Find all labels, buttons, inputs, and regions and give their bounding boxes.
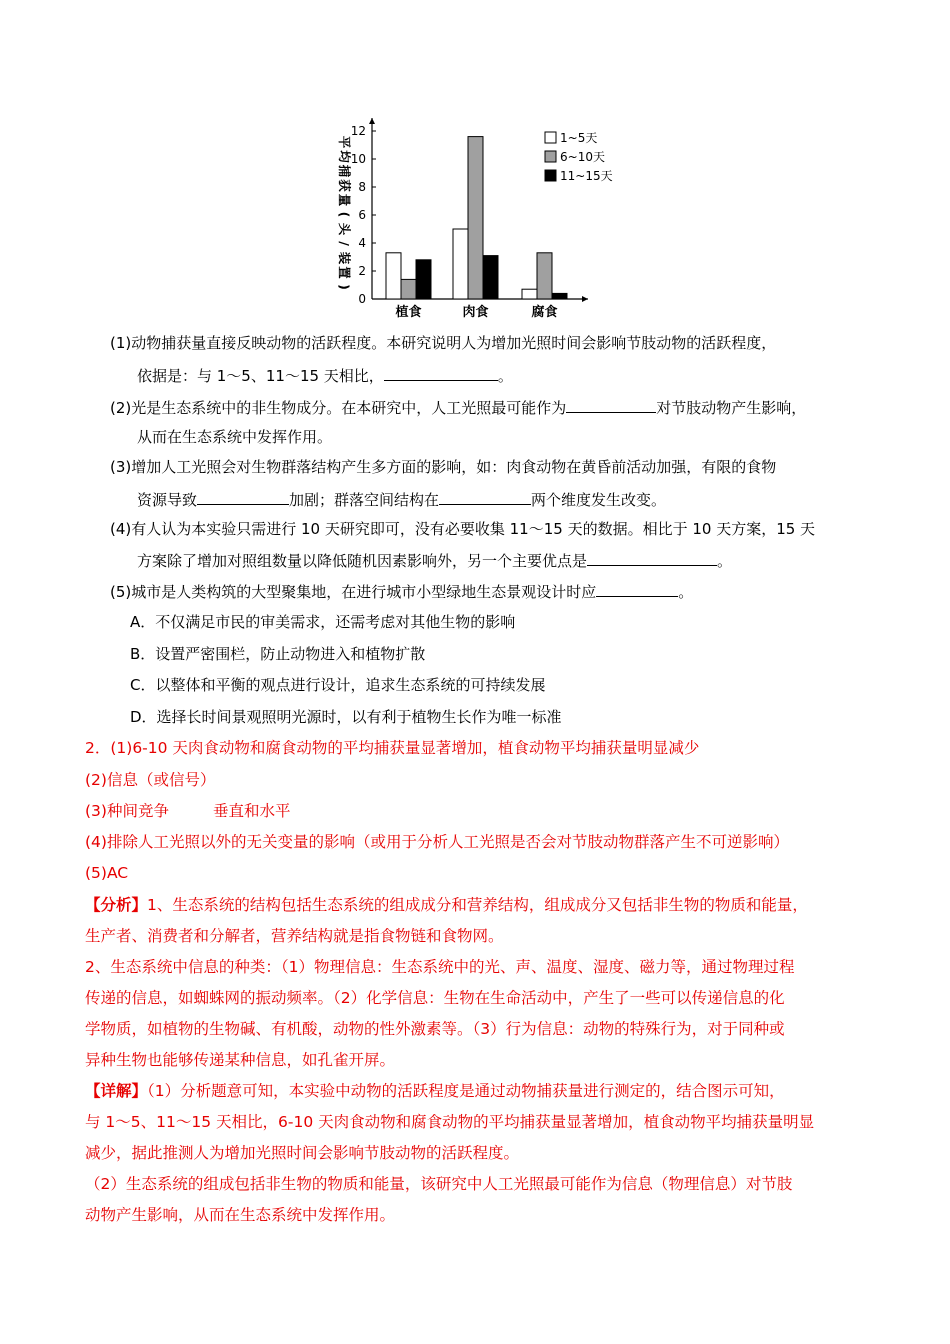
y-axis-label-char: 获: [337, 179, 352, 192]
chart-legend: [545, 131, 613, 183]
detail-text: （1）分析题意可知，本实验中动物的活跃程度是通过动物捕获量进行测定的，结合图示可知，: [147, 1082, 785, 1100]
answer-blank-5[interactable]: [596, 580, 678, 597]
detail-para-1-line-1: [85, 1080, 785, 1102]
answer-blank-3a[interactable]: [197, 488, 289, 505]
detail-tag: 【详解】: [85, 1082, 148, 1100]
chart-bars: [386, 137, 567, 320]
bar: [416, 260, 431, 299]
x-tick-label: 肉食: [462, 305, 489, 320]
y-axis-label-char: /: [337, 241, 352, 246]
question-3-text-b: 加剧；群落空间结构在: [289, 491, 440, 509]
option-c: C．以整体和平衡的观点进行设计，追求生态系统的可持续发展: [130, 676, 546, 694]
option-a: A．不仅满足市民的审美需求，还需考虑对其他生物的影响: [130, 613, 516, 631]
y-axis-label-char: 量: [337, 193, 352, 207]
y-tick-label: 4: [358, 236, 366, 250]
bar: [552, 293, 567, 299]
answer-blank-1[interactable]: [384, 364, 498, 381]
question-2-line-1: [110, 396, 806, 419]
detail-para-2-line-2: 动物产生影响，从而在生态系统中发挥作用。: [85, 1206, 396, 1224]
answer-3-part-1: (3)种间竞争: [85, 802, 169, 820]
bar: [522, 289, 537, 299]
answer-3-part-2: 垂直和水平: [212, 802, 291, 820]
detail-para-2-line-1: （2）生态系统的组成包括非生物的物质和能量，该研究中人工光照最可能作为信息（物理信息）对节肢: [85, 1175, 793, 1193]
question-2-text: (2)光是生态系统中的非生物成分。在本研究中，人工光照最可能作为: [110, 399, 567, 417]
detail-para-1-line-2: 与 1～5、11～15 天相比，6-10 天肉食动物和腐食动物的平均捕获量显著增加，植食动物平均捕获量明显: [85, 1113, 815, 1131]
question-4-text: 方案除了增加对照组数量以降低随机因素影响外，另一个主要优点是: [137, 552, 588, 570]
detail-para-1-line-3: 减少，据此推测人为增加光照时间会影响节肢动物的活跃程度。: [85, 1144, 520, 1162]
y-tick-label: 10: [350, 152, 366, 166]
analysis-text: 1、生态系统的结构包括生态系统的组成成分和营养结构，组成成分又包括非生物的物质和能量，: [147, 896, 808, 914]
bar: [401, 279, 416, 299]
bar: [453, 229, 468, 299]
x-axis-arrow: [582, 296, 588, 302]
answer-3: [85, 800, 290, 822]
analysis-para-2-line-2: 传递的信息，如蜘蛛网的振动频率。（2）化学信息：生物在生命活动中，产生了一些可以传递信息的化: [85, 989, 785, 1007]
answer-blank-4[interactable]: [587, 549, 717, 566]
y-axis-label-char: ): [337, 284, 352, 290]
y-axis-arrow: [369, 118, 375, 124]
x-tick-label: 植食: [395, 305, 422, 320]
answer-blank-3b[interactable]: [439, 488, 531, 505]
y-tick-label: 12: [350, 124, 366, 138]
legend-swatch: [545, 132, 556, 143]
y-axis-label-char: 捕: [337, 164, 352, 178]
legend-label: 11~15天: [560, 169, 613, 183]
x-tick-label: 腐食: [531, 305, 558, 320]
question-3-line-1: (3)增加人工光照会对生物群落结构产生多方面的影响，如：肉食动物在黄昏前活动加强，有限的食物: [110, 458, 777, 476]
analysis-para-1-line-2: 生产者、消费者和分解者，营养结构就是指食物链和食物网。: [85, 927, 504, 945]
question-3-text-a: 资源导致: [137, 491, 198, 509]
bar: [468, 137, 483, 299]
y-axis-label-char: 平: [337, 135, 352, 149]
analysis-tag: 【分析】: [85, 896, 148, 914]
question-3-line-2: [137, 488, 666, 511]
chart-y-axis-label: [337, 136, 352, 290]
y-tick-label: 6: [358, 208, 366, 222]
question-1-line-2: [137, 364, 513, 387]
question-1-end: 。: [497, 367, 513, 385]
question-5-end: 。: [678, 583, 694, 601]
legend-swatch: [545, 170, 556, 181]
analysis-para-2-line-4: 异种生物也能够传递某种信息，如孔雀开屏。: [85, 1051, 396, 1069]
answer-1: 2．(1)6-10 天肉食动物和腐食动物的平均捕获量显著增加，植食动物平均捕获量明显减少: [85, 739, 700, 757]
question-1-line-1: (1)动物捕获量直接反映动物的活跃程度。本研究说明人为增加光照时间会影响节肢动物的活跃程度，: [110, 334, 777, 352]
y-axis-label-char: 均: [337, 150, 352, 163]
y-tick-label: 2: [358, 264, 366, 278]
answer-5: (5)AC: [85, 864, 129, 882]
bar: [537, 253, 552, 299]
bar: [386, 253, 401, 299]
question-1-text: 依据是：与 1～5、11～15 天相比，: [137, 367, 384, 385]
question-5-text: (5)城市是人类构筑的大型聚集地，在进行城市小型绿地生态景观设计时应: [110, 583, 597, 601]
question-4-end: 。: [717, 552, 733, 570]
option-b: B．设置严密围栏，防止动物进入和植物扩散: [130, 645, 426, 663]
question-2-text-end: 对节肢动物产生影响，: [656, 399, 807, 417]
y-axis-label-char: (: [337, 211, 352, 218]
answer-4: (4)排除人工光照以外的无关变量的影响（或用于分析人工光照是否会对节肢动物群落产生不可逆影响）: [85, 833, 789, 851]
analysis-para-1-line-1: [85, 894, 808, 916]
y-axis-label-char: 装: [337, 251, 352, 265]
question-4-line-2: [137, 549, 732, 572]
answer-2: (2)信息（或信号）: [85, 771, 216, 789]
question-4-line-1: (4)有人认为本实验只需进行 10 天研究即可，没有必要收集 11～15 天的数据。相比于 10 天方案，15 天: [110, 520, 816, 538]
bar: [483, 256, 498, 299]
bar-chart: [330, 108, 630, 323]
legend-label: 1~5天: [560, 131, 598, 145]
y-tick-label: 0: [358, 292, 366, 306]
option-d: D．选择长时间景观照明光源时，以有利于植物生长作为唯一标准: [130, 708, 562, 726]
y-tick-label: 8: [358, 180, 366, 194]
y-axis-label-char: 置: [337, 266, 352, 279]
legend-label: 6~10天: [560, 150, 605, 164]
question-2-line-2: 从而在生态系统中发挥作用。: [137, 428, 333, 446]
answer-blank-2[interactable]: [566, 396, 656, 413]
legend-swatch: [545, 151, 556, 162]
analysis-para-2-line-3: 学物质，如植物的生物碱、有机酸，动物的性外激素等。（3）行为信息：动物的特殊行为，对于同种或: [85, 1020, 785, 1038]
question-3-text-c: 两个维度发生改变。: [531, 491, 667, 509]
y-axis-label-char: 头: [337, 222, 352, 236]
question-5-line-1: [110, 580, 693, 603]
analysis-para-2-line-1: 2、生态系统中信息的种类：（1）物理信息：生态系统中的光、声、温度、湿度、磁力等，通过物理过程: [85, 958, 795, 976]
